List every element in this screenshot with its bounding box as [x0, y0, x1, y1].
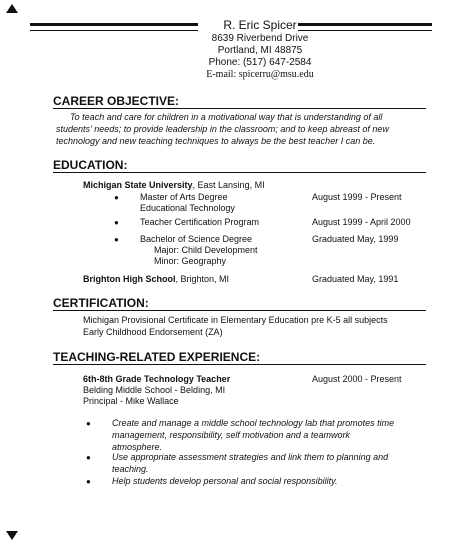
edu-item-1-date: August 1999 - Present [312, 192, 402, 202]
email-address: E-mail: spicerru@msu.edu [206, 69, 314, 80]
objective-line-1: To teach and care for children in a motivational way that is understanding of all [70, 112, 383, 122]
apple-bullet-icon: ● [114, 218, 119, 227]
exp-bullet-2-line2: teaching. [112, 464, 149, 474]
exp-bullet-1-line1: Create and manage a middle school technology lab that promotes time [112, 418, 395, 428]
job-school: Belding Middle School - Belding, MI [83, 385, 226, 395]
edu-item-2-line1: Teacher Certification Program [140, 217, 260, 227]
certification-rule [53, 310, 426, 311]
edu-item-1-line1: Master of Arts Degree [140, 192, 228, 202]
triangle-up-icon [6, 4, 18, 13]
apple-bullet-icon: ● [86, 453, 91, 462]
msu-location: , East Lansing, MI [192, 180, 265, 190]
education-heading: EDUCATION: [53, 158, 128, 172]
resume-name: R. Eric Spicer [223, 18, 297, 32]
education-rule [53, 172, 426, 173]
msu-name: Michigan State University [83, 180, 193, 190]
high-school-line [83, 274, 229, 285]
certification-line-1: Michigan Provisional Certificate in Elementary Education pre K-5 all subjects [83, 315, 388, 325]
msu-line [83, 180, 265, 191]
edu-item-3-date: Graduated May, 1999 [312, 234, 399, 244]
apple-bullet-icon: ● [86, 477, 91, 486]
apple-bullet-icon: ● [114, 235, 119, 244]
edu-item-1-line2: Educational Technology [140, 203, 235, 213]
phone-number: Phone: (517) 647-2584 [208, 57, 312, 68]
objective-line-2: students' needs; to provide leadership in the classroom; and to keep abreast of new [56, 124, 389, 134]
job-principal: Principal - Mike Wallace [83, 396, 179, 406]
certification-line-2: Early Childhood Endorsement (ZA) [83, 327, 223, 337]
edu-item-3-line1: Bachelor of Science Degree [140, 234, 253, 244]
job-title: 6th-8th Grade Technology Teacher [83, 374, 231, 384]
career-objective-rule [53, 108, 426, 109]
exp-bullet-1-line2: management, responsibility, self motivation and a teamwork [112, 430, 350, 440]
exp-bullet-1-line3: atmosphere. [112, 442, 163, 452]
apple-bullet-icon: ● [86, 419, 91, 428]
career-objective-heading: CAREER OBJECTIVE: [53, 94, 180, 108]
certification-heading: CERTIFICATION: [53, 296, 149, 310]
job-date: August 2000 - Present [312, 374, 402, 384]
high-school-location: , Brighton, MI [175, 274, 230, 284]
high-school-date: Graduated May, 1991 [312, 274, 399, 284]
exp-bullet-3-line1: Help students develop personal and social responsibility. [112, 476, 338, 486]
edu-item-3-line2: Major: Child Development [154, 245, 258, 255]
edu-item-2-date: August 1999 - April 2000 [312, 217, 411, 227]
high-school-name: Brighton High School [83, 274, 176, 284]
edu-item-3-line3: Minor: Geography [154, 256, 227, 266]
address-city: Portland, MI 48875 [217, 45, 303, 56]
triangle-down-icon [6, 531, 18, 540]
experience-heading: TEACHING-RELATED EXPERIENCE: [53, 350, 261, 364]
address-street: 8639 Riverbend Drive [211, 33, 309, 44]
experience-rule [53, 364, 426, 365]
exp-bullet-2-line1: Use appropriate assessment strategies and link them to planning and [112, 452, 389, 462]
objective-line-3: technology and new teaching techniques to always be the best teacher I can be. [56, 136, 376, 146]
apple-bullet-icon: ● [114, 193, 119, 202]
